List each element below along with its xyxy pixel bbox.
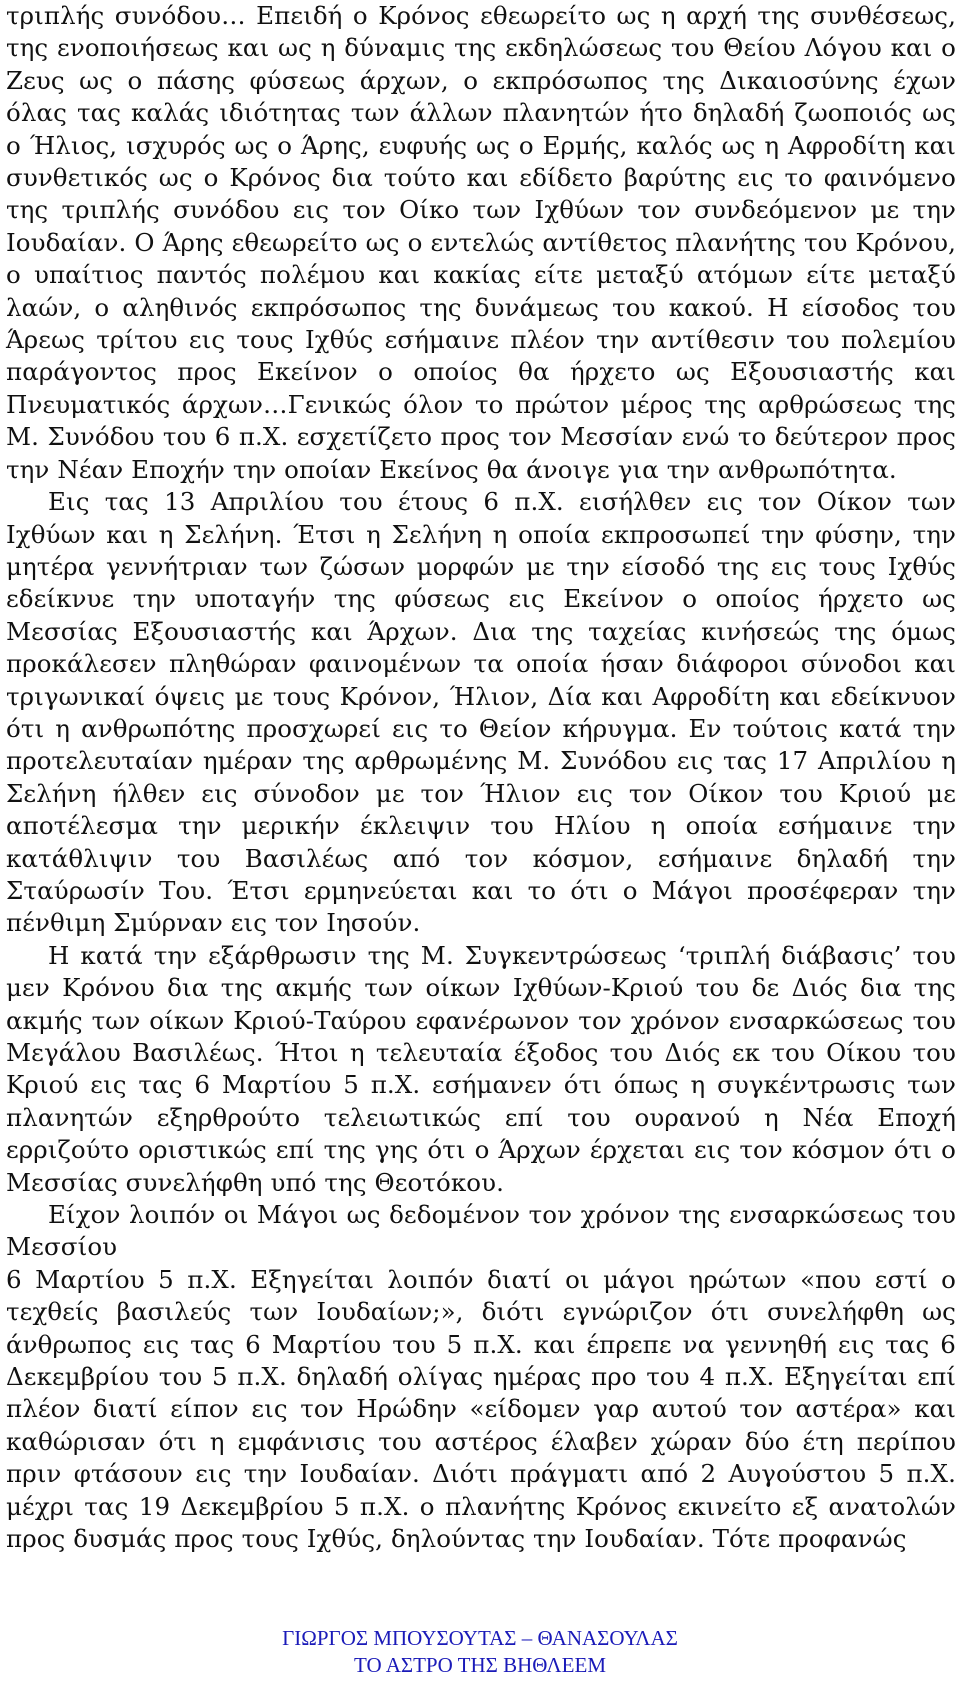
paragraph-3: Η κατά την εξάρθρωσιν της Μ. Συγκεντρώσεως ‘τριπλή διάβασις’ του μεν Κρόνου δια της ακμής των οίκων Ιχθύων-Κριού του δε Διός δια της ακμής των οίκων Κριού-Ταύρου εφανέρωνον τον χρόνον ενσαρκώσεως του Μεγάλου Βασιλέως. Ήτοι η τελευταία έξοδος του Διός εκ του Οίκου του Κριού εις τας 6 Μαρτίου 5 π.Χ. εσήμανεν ότι όπως η συγκέντρωσις των πλανητών εξηρθρούτο τελειωτικώς επί του ουρανού η Νέα Εποχή ερριζούτο οριστικώς επί της γης ότι ο Άρχων έρχεται εις τον κόσμον ότι ο Μεσσίας συνελήφθη υπό της Θεοτόκου. [6,940,956,1197]
document-body [6,0,956,1556]
footer-book-title: ΤΟ ΑΣΤΡΟ ΤΗΣ ΒΗΘΛΕΕΜ [354,1653,606,1677]
page-footer [0,1625,960,1679]
paragraph-5: 6 Μαρτίου 5 π.Χ. Εξηγείται λοιπόν διατί οι μάγοι ηρώτων «που εστί ο τεχθείς βασιλεύς των Ιουδαίων;», διότι εγνώριζον ότι συνελήφθη ως άνθρωπος εις τας 6 Μαρτίου του 5 π.Χ. και έπρεπε να γεννηθή εις τας 6 Δεκεμβρίου του 5 π.Χ. δηλαδή ολίγας ημέρας προ του 4 π.Χ. Εξηγείται επί πλέον διατί είπον εις τον Ηρώδην «είδομεν γαρ αυτού τον αστέρα» και καθώρισαν ότι η εμφάνισις του αστέρος έλαβεν χώραν δύο έτη περίπου πριν φτάσουν εις την Ιουδαίαν. Διότι πράγματι από 2 Αυγούστου 5 π.Χ. μέχρι τας 19 Δεκεμβρίου 5 π.Χ. ο πλανήτης Κρόνος εκινείτο εξ ανατολών προς δυσμάς προς τους Ιχθύς, δηλούντας την Ιουδαίαν. Τότε προφανώς [6,1264,956,1554]
footer-authors: ΓΙΩΡΓΟΣ ΜΠΟΥΣΟΥΤΑΣ – ΘΑΝΑΣΟΥΛΑΣ [282,1626,678,1650]
paragraph-2: Εις τας 13 Απριλίου του έτους 6 π.Χ. εισήλθεν εις τον Οίκον των Ιχθύων και η Σελήνη. Έτσι η Σελήνη η οποία εκπροσωπεί την φύσην, την μητέρα γεννήτριαν των ζώσων μορφών με την είσοδό της εις τους Ιχθύς εδείκνυε την υποταγήν της φύσεως εις Εκείνον ο οποίος ήρχετο ως Μεσσίας Εξουσιαστής και Άρχων. Δια της ταχείας κινήσεώς της όμως προκάλεσεν πληθώραν φαινομένων τα οποία ήσαν διάφοροι σύνοδοι και τριγωνικαί όψεις με τους Κρόνον, Ήλιον, Δία και Αφροδίτη και εδείκνυον ότι η ανθρωπότης προσχωρεί εις το Θείον κήρυγμα. Εν τούτοις κατά την προτελευταίαν ημέραν της αρθρωμένης Μ. Συνόδου εις τας 17 Απριλίου η Σελήνη ήλθεν εις σύνοδον με τον Ήλιον εις τον Οίκον του Κριού με αποτέλεσμα την μερικήν έκλειψιν του Ηλίου η οποία εσήμαινε την κατάθλιψιν του Βασιλέως από τον κόσμον, εσήμαινε δηλαδή την Σταύρωσίν Του. Έτσι ερμηνεύεται και το ότι ο Μάγοι προσέφεραν την πένθιμη Σμύρναν εις τον Ιησούν. [6,487,956,938]
paragraph-1: τριπλής συνόδου… Επειδή ο Κρόνος εθεωρείτο ως η αρχή της συνθέσεως, της ενοποιήσεως και ως η δύναμις της εκδηλώσεως του Θείου Λόγου και ο Ζευς ως ο πάσης φύσεως άρχων, ο εκπρόσωπος της Δικαιοσύνης έχων όλας τας καλάς ιδιότητας των άλλων πλανητών ήτο δηλαδή ζωοποιός ως ο Ήλιος, ισχυρός ως ο Άρης, ευφυής ως ο Ερμής, καλός ως η Αφροδίτη και συνθετικός ως ο Κρόνος δια τούτο και εδίδετο βαρύτης εις το φαινόμενο της τριπλής συνόδου εις τον Οίκο των Ιχθύων τον συνδεόμενον με την Ιουδαίαν. Ο Άρης εθεωρείτο ως ο εντελώς αντίθετος πλανήτης του Κρόνου, ο υπαίτιος παντός πολέμου και κακίας είτε μεταξύ ατόμων είτε μεταξύ λαών, ο αληθινός εκπρόσωπος της δυνάμεως του κακού. Η είσοδος του Άρεως τρίτου εις τους Ιχθύς εσήμαινε πλέον την αντίθεσιν του πολεμίου παράγοντος προς Εκείνον ο οποίος θα ήρχετο ως Εξουσιαστής και Πνευματικός άρχων…Γενικώς όλον το πρώτον μέρος της αρθρώσεως της Μ. Συνόδου του 6 π.Χ. εσχετίζετο προς τον Μεσσίαν ενώ το δεύτερον προς την Νέαν Εποχήν την οποίαν Εκείνος θα άνοιγε για την ανθρωπότητα. [6,1,956,484]
paragraph-4: Είχον λοιπόν οι Μάγοι ως δεδομένον τον χρόνον της ενσαρκώσεως του Μεσσίου [6,1200,956,1262]
